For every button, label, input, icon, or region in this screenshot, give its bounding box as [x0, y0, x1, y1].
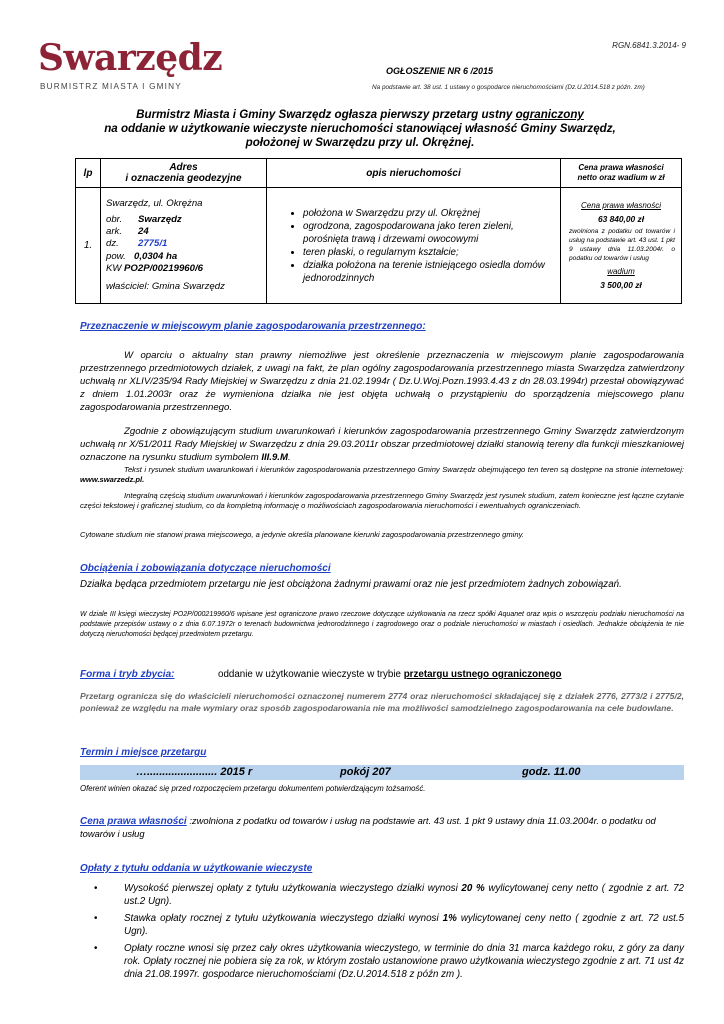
zoning-p2-end: .: [287, 452, 291, 463]
logo: [38, 37, 223, 96]
page-title: [80, 108, 640, 150]
fee-2-end: wylicytowanej ceny netto ( zgodnie z art. 72 ust.5 Ugn).: [124, 913, 684, 937]
price-note: zwolniona z podatku od towarów i usług na podstawie art. 43 ust. 1 pkt 9 ustawy dnia 11.03.2004r. o podatku od towarów i usług: [569, 227, 675, 263]
row-address: [101, 188, 267, 304]
owner: [106, 281, 266, 293]
legal-basis: Na podstawie art. 38 ust. 1 ustawy o gospodarce nieruchomościami (Dz.U.2014.518 z późn. zm): [372, 84, 645, 91]
fee-2-percent: 1%: [442, 913, 457, 924]
term-note: Oferent winien okazać się przed rozpoczęciem przetargu dokumentem potwierdzającym tożsamość.: [80, 784, 426, 793]
title-restricted: ograniczony: [515, 108, 584, 121]
property-table: [75, 158, 682, 304]
dz-value: 2775/1: [138, 238, 168, 250]
ark-key: ark.: [106, 226, 122, 238]
term-room: pokój 207: [340, 766, 391, 778]
list-item: [94, 912, 684, 938]
fee-1-percent: 20 %: [461, 883, 485, 894]
fee-1-text: Wysokość pierwszej opłaty z tytułu użytkowania wieczystego działki wynosi: [124, 883, 462, 894]
term-date: …....................... 2015 r: [136, 766, 253, 778]
title-line-1: Burmistrz Miasta i Gminy Swarzędz ogłasza pierwszy przetarg ustny: [136, 108, 516, 121]
zoning-title: Przeznaczenie w miejscowym planie zagospodarowania przestrzennego:: [80, 321, 426, 332]
header-description: opis nieruchomości: [267, 159, 561, 188]
description-item: • teren płaski, o regularnym kształcie;: [303, 246, 556, 259]
logo-wordmark: Swarzędz: [38, 37, 223, 79]
form-text-b: przetargu ustnego ograniczonego: [403, 669, 562, 680]
zoning-symbol: III.9.M: [261, 452, 288, 463]
deposit-label: wadium: [607, 267, 635, 277]
price-section: [80, 815, 684, 840]
row-description: [267, 188, 561, 304]
table-row: [76, 188, 682, 304]
fee-1-end: wylicytowanej ceny netto ( zgodnie z art. 72 ust.2 Ugn).: [124, 883, 684, 907]
zoning-paragraph-5: Cytowane studium nie stanowi prawa miejscowego, a jedynie określa planowane kierunki zagospodarowania przestrzennego gminy.: [80, 530, 524, 539]
burdens-paragraph-2: W dziale III księgi wieczystej PO2P/000219960/6 wpisane jest ograniczone prawo rzeczowe dotyczące użytkowania na rzecz spółki Aquanet oraz wpis o wszczęciu podziału nieruchomości na podstawie przepisów ustawy o z dnia 6.07.1972r o terenach budownictwa jednorodzinnego i zagrodowego oraz o podziale nieruchomości w miastach i osiedlach. Jednakże obciążenia te nie dotyczą nieruchomości będącej przedmiotem przetargu.: [80, 611, 684, 638]
website-link[interactable]: www.swarzedz.pl.: [80, 475, 145, 485]
obr-key: obr.: [106, 213, 123, 225]
obr-value: Swarzędz: [138, 213, 182, 225]
logo-subtitle: BURMISTRZ MIASTA I GMINY: [40, 82, 182, 91]
dz-key: dz.: [106, 238, 119, 250]
header-address-line1: Adres: [169, 162, 198, 173]
row-price: [561, 188, 682, 304]
notice-number: OGŁOSZENIE NR 6 /2015: [386, 66, 494, 76]
description-item: • ogrodzona, zagospodarowana jako teren zieleni, porośnięta trawą i drzewami owocowymi: [303, 220, 556, 246]
ark-value: 24: [138, 226, 149, 238]
form-text: [218, 669, 562, 680]
pow-key: pow.: [106, 250, 126, 262]
term-time: godz. 11.00: [522, 766, 581, 778]
header-address-line2: i oznaczenia geodezyjne: [125, 173, 242, 184]
address-title: Swarzędz, ul. Okrężna: [106, 197, 203, 209]
header-price-line1: Cena prawa własności: [578, 163, 664, 172]
term-bar: [80, 765, 684, 780]
fee-3-text: Opłaty roczne wnosi się przez cały okres użytkowania wieczystego, w terminie do dnia 31 marca każdego roku, z góry za dany rok. Opłaty rocznej nie pobiera się za rok, w którym zostało ustanowione prawo użytkowania wieczystego zgodnie z art. 71 ust 4z dnia 21.08.1997r. gospodarce nieruchomościami (Dz.U.2014.518 z późn zm ).: [124, 943, 684, 980]
description-item: • działka położona na terenie istniejącego osiedla domów jednorodzinnych: [303, 259, 556, 285]
fees-title: Opłaty z tytułu oddania w użytkowanie wieczyste: [80, 863, 313, 874]
burdens-title: Obciążenia i zobowiązania dotyczące nieruchomości: [80, 563, 331, 574]
kw-value: PO2P/00219960/6: [124, 262, 203, 274]
price-section-title: Cena prawa własności: [80, 816, 187, 827]
header-lp: lp: [76, 159, 101, 188]
header-price-line2: netto oraz wadium w zł: [577, 173, 665, 182]
list-item: [94, 942, 684, 981]
zoning-paragraph-3: [80, 465, 684, 486]
burdens-paragraph-1: Działka będąca przedmiotem przetargu nie jest obciążona żadnymi prawami oraz nie jest przedmiotem żadnych zobowiązań.: [80, 579, 622, 590]
title-line-3: położonej w Swarzędzu przy ul. Okrężnej.: [245, 136, 475, 149]
description-list: [267, 207, 560, 285]
kw-key: KW: [106, 262, 122, 274]
price-value: 63 840,00 zł: [597, 213, 645, 224]
zoning-p2-text: Zgodnie z obowiązującym studium uwarunkowań i kierunków zagospodarowania przestrzennego Gminy Swarzędz zatwierdzonym uchwałą nr X/51/2011 Rady Miejskiej w Swarzędzu z dnia 29.03.2011r obszar przedmiotowej działki stanowią tereny dla funkcji mieszkaniowej oznaczone na rysunku studium symbolem: [80, 426, 684, 463]
title-line-2: na oddanie w użytkowanie wieczyste nieruchomości stanowiącej własność Gminy Swarzędz,: [104, 122, 616, 135]
form-restriction: Przetarg ogranicza się do właścicieli nieruchomości oznaczonej numerem 2774 oraz nieruchomości składającej się z działek 2776, 2773/2 i 2775/2, ponieważ ze względu na małe wymiary oraz sposób zagospodarowania nie ma możliwości samodzielnego zagospodarowania na cele budowlane.: [80, 691, 684, 713]
pow-value: 0,0304 ha: [134, 250, 178, 262]
fee-2-text: Stawka opłaty rocznej z tytułu użytkowania wieczystego działki wynosi: [124, 913, 443, 924]
form-text-a: oddanie w użytkowanie wieczyste w trybie: [218, 669, 404, 680]
term-title: Termin i miejsce przetargu: [80, 747, 207, 758]
price-label: Cena prawa własności: [580, 200, 662, 210]
description-item: • położona w Swarzędzu przy ul. Okrężnej: [303, 207, 556, 220]
owner-text: właściciel: Gmina Swarzędz: [106, 281, 225, 292]
header-address: [101, 159, 267, 188]
zoning-paragraph-4: Integralną częścią studium uwarunkowań i kierunków zagospodarowania przestrzennego Gminy Swarzędz jest rysunek studium, zatem konieczne jest łączne czytanie części tekstowej i graficznej studium, co da kompletną informację o możliwościach zagospodarowania nieruchomości i ewentualnych ograniczeniach.: [80, 491, 684, 511]
table-header-row: [76, 159, 682, 188]
zoning-paragraph-2: [80, 425, 684, 464]
fees-list: [94, 882, 684, 985]
header-price: [561, 159, 682, 188]
price-section-text: :zwolniona z podatku od towarów i usług na podstawie art. 43 ust. 1 pkt 9 ustawy dnia 11.03.2004r. o podatku od towarów i usług: [80, 815, 656, 839]
zoning-paragraph-1: W oparciu o aktualny stan prawny niemożliwe jest określenie przeznaczenia w miejscowym planie zagospodarowania przestrzennego przedmiotowych działek, z uwagi na fakt, że plan ogólny zagospodarowania przestrzennego miasta Swarzędza zatwierdzony uchwałą nr XLIV/235/94 Rady Miejskiej w Swarzędzu z dnia 21.02.1994r ( Dz.U.Woj.Pozn.1993.4.43 z dn 28.03.1994r) przestał obowiązywać z dniem 1.01.2003r oraz że wymieniona działka nie jest objęta uchwałą o przystąpieniu do sporządzenia miejscowego planu zagospodarowania przestrzennego.: [80, 350, 684, 413]
form-title: Forma i tryb zbycia:: [80, 669, 175, 680]
list-item: [94, 882, 684, 908]
reference-number: RGN.6841.3.2014- 9: [612, 41, 686, 50]
deposit-value: 3 500,00 zł: [600, 280, 642, 291]
zoning-p3-text: Tekst i rysunek studium uwarunkowań i kierunków zagospodarowania przestrzennego Gminy Swarzędz obejmującego ten teren są dostępne na stronie internetowej:: [124, 465, 684, 474]
row-lp: 1.: [76, 188, 101, 304]
